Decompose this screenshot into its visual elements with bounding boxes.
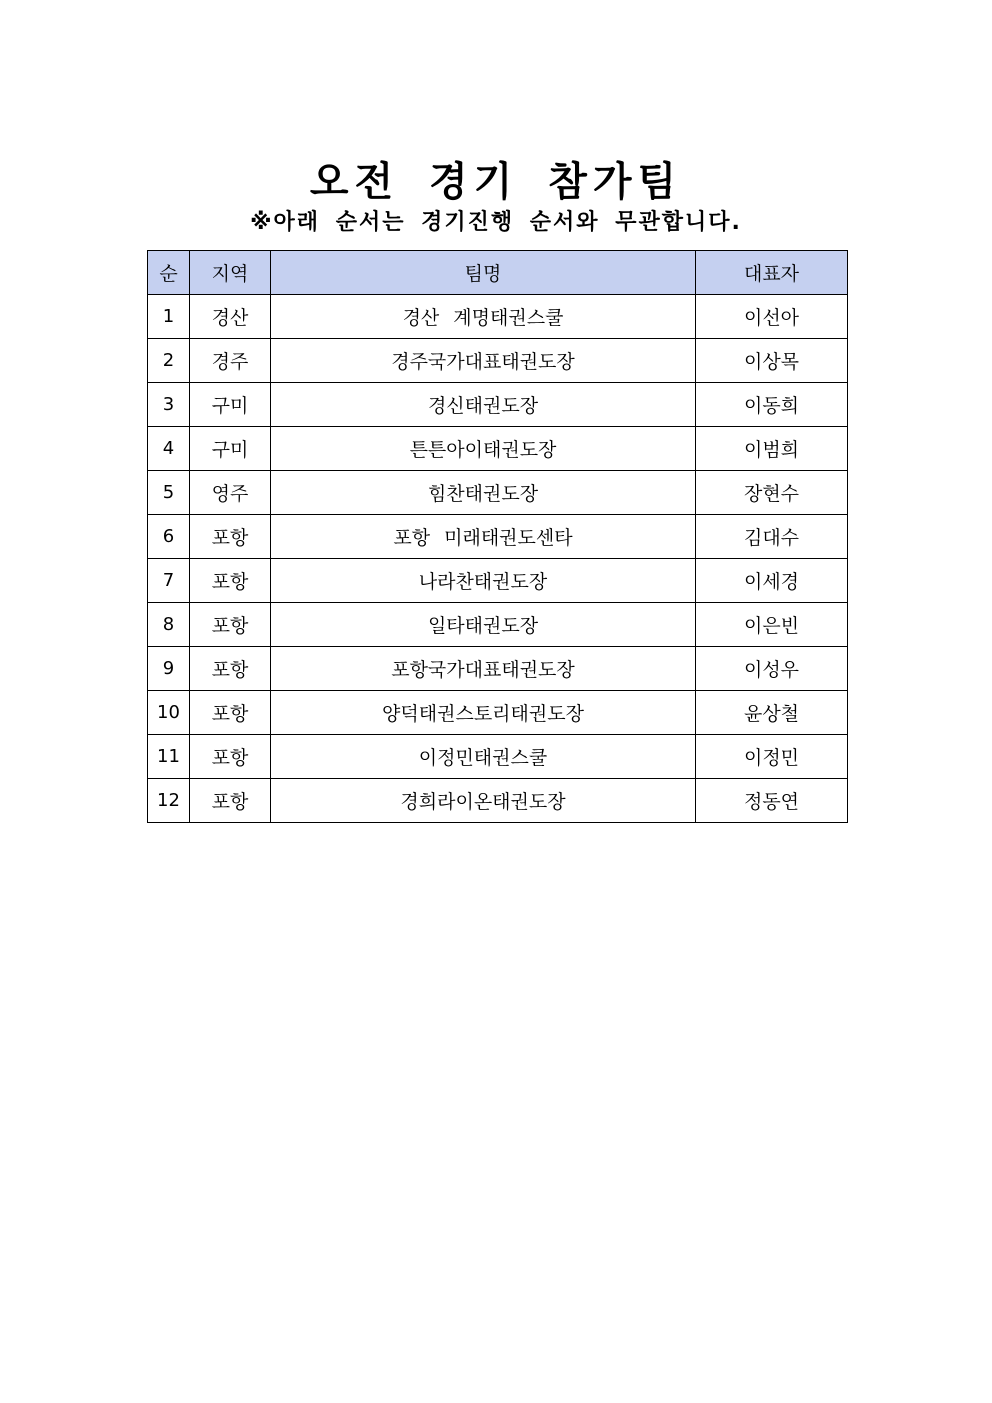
column-header-team: 팀명 bbox=[271, 251, 696, 295]
table-row bbox=[148, 471, 848, 515]
row-number: 5 bbox=[148, 471, 190, 515]
page-title: 오전 경기 참가팀 bbox=[309, 159, 683, 205]
row-team-name: 양덕태권스토리태권도장 bbox=[271, 691, 696, 735]
table-row bbox=[148, 383, 848, 427]
row-representative: 이동희 bbox=[696, 383, 848, 427]
row-representative: 장현수 bbox=[696, 471, 848, 515]
table-row bbox=[148, 295, 848, 339]
row-number: 4 bbox=[148, 427, 190, 471]
column-header-region: 지역 bbox=[190, 251, 271, 295]
row-team-name: 포항국가대표태권도장 bbox=[271, 647, 696, 691]
row-team-name: 이정민태권스쿨 bbox=[271, 735, 696, 779]
row-number: 2 bbox=[148, 339, 190, 383]
row-region: 경주 bbox=[190, 339, 271, 383]
row-representative: 이선아 bbox=[696, 295, 848, 339]
row-team-name: 나라찬태권도장 bbox=[271, 559, 696, 603]
row-representative: 이세경 bbox=[696, 559, 848, 603]
row-region: 포항 bbox=[190, 647, 271, 691]
row-region: 포항 bbox=[190, 735, 271, 779]
row-region: 포항 bbox=[190, 691, 271, 735]
table-row bbox=[148, 515, 848, 559]
row-representative: 이성우 bbox=[696, 647, 848, 691]
row-team-name: 일타태권도장 bbox=[271, 603, 696, 647]
teams-table bbox=[147, 250, 848, 823]
row-number: 12 bbox=[148, 779, 190, 823]
row-region: 구미 bbox=[190, 383, 271, 427]
table-row bbox=[148, 647, 848, 691]
row-number: 1 bbox=[148, 295, 190, 339]
row-representative: 정동연 bbox=[696, 779, 848, 823]
row-team-name: 경산 계명태권스쿨 bbox=[271, 295, 696, 339]
row-region: 포항 bbox=[190, 779, 271, 823]
row-number: 7 bbox=[148, 559, 190, 603]
column-header-representative: 대표자 bbox=[696, 251, 848, 295]
row-region: 포항 bbox=[190, 515, 271, 559]
table-row bbox=[148, 427, 848, 471]
row-number: 10 bbox=[148, 691, 190, 735]
table-header-row bbox=[148, 251, 848, 295]
row-representative: 김대수 bbox=[696, 515, 848, 559]
row-representative: 이은빈 bbox=[696, 603, 848, 647]
table-row bbox=[148, 779, 848, 823]
row-representative: 윤상철 bbox=[696, 691, 848, 735]
row-representative: 이범희 bbox=[696, 427, 848, 471]
column-header-number: 순 bbox=[148, 251, 190, 295]
row-region: 포항 bbox=[190, 603, 271, 647]
row-number: 8 bbox=[148, 603, 190, 647]
row-region: 영주 bbox=[190, 471, 271, 515]
row-team-name: 경희라이온태권도장 bbox=[271, 779, 696, 823]
row-team-name: 튼튼아이태권도장 bbox=[271, 427, 696, 471]
row-team-name: 포항 미래태권도센타 bbox=[271, 515, 696, 559]
row-number: 3 bbox=[148, 383, 190, 427]
table-row bbox=[148, 339, 848, 383]
row-region: 포항 bbox=[190, 559, 271, 603]
row-number: 11 bbox=[148, 735, 190, 779]
table-row bbox=[148, 603, 848, 647]
row-number: 9 bbox=[148, 647, 190, 691]
table-row bbox=[148, 559, 848, 603]
row-number: 6 bbox=[148, 515, 190, 559]
row-representative: 이상목 bbox=[696, 339, 848, 383]
row-region: 경산 bbox=[190, 295, 271, 339]
row-team-name: 경주국가대표태권도장 bbox=[271, 339, 696, 383]
table-row bbox=[148, 691, 848, 735]
order-notice: ※아래 순서는 경기진행 순서와 무관합니다. bbox=[250, 210, 742, 235]
row-team-name: 힘찬태권도장 bbox=[271, 471, 696, 515]
table-row bbox=[148, 735, 848, 779]
row-region: 구미 bbox=[190, 427, 271, 471]
row-representative: 이정민 bbox=[696, 735, 848, 779]
row-team-name: 경신태권도장 bbox=[271, 383, 696, 427]
